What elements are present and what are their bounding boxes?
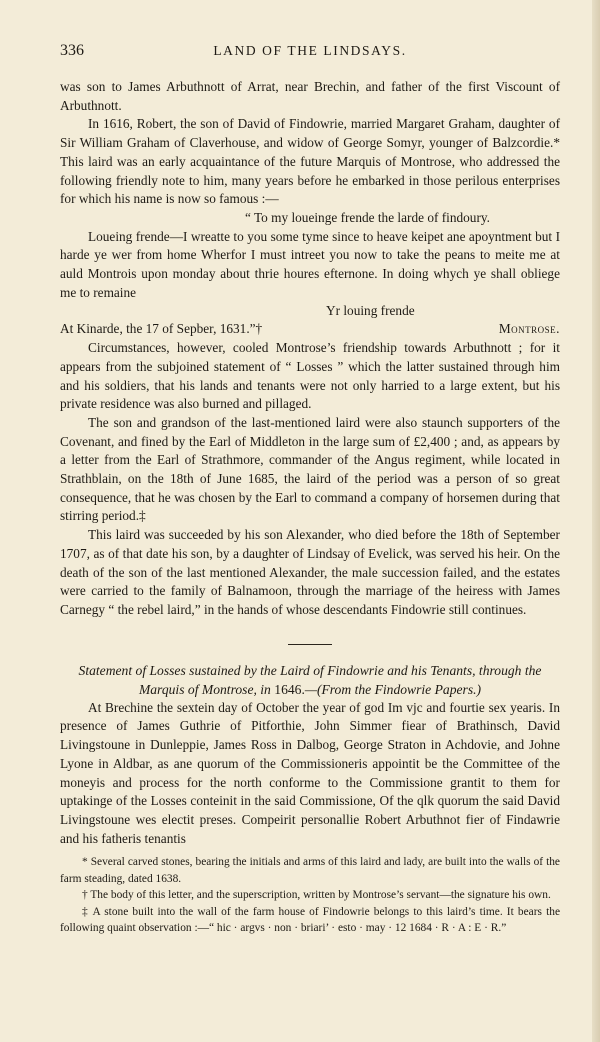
running-head: LAND OF THE LINDSAYS. xyxy=(213,43,407,58)
paragraph-circumstances: Circumstances, however, cooled Montrose’s friendship towards Arbuthnott ; for it appears from the subjoined statement of “ Losses ” which the latter sustained through him and his soldiers, that his lands and tenants were not only harried to a large extent, but his private residence was also burned and pillaged. xyxy=(60,340,560,412)
letter-place-date: At Kinarde, the 17 of Sepber, 1631.”† xyxy=(60,321,263,337)
letter-body: Loueing frende—I wreatte to you some tyme since to heave keipet ane apoyntment but I harde ye wer from home Wherfor I must intreet you now to take the peans to meite me at auld Montrois upon monday about thrie houres efternone. In doing whych ye shall obliege me to remaine xyxy=(60,228,560,300)
page-edge xyxy=(592,0,600,1042)
footnote-1: * Several carved stones, bearing the initials and arms of this laird and lady, are built into the walls of the farm steading, dated 1638. xyxy=(60,856,560,885)
letter-signature: Montrose. xyxy=(498,321,560,337)
footnote-2: † The body of this letter, and the superscription, written by Montrose’s servant—the signature his own. xyxy=(82,889,551,902)
letter-closing: Yr louing frende xyxy=(326,303,415,319)
statement-title-text: Statement of Losses sustained by the Laird of Findowrie and his Tenants, through the Marquis of Montrose, in xyxy=(78,662,542,697)
statement-text: At Brechine the sextein day of October the year of god Im vjc and fourtie sex yearis. In presence of James Guthrie of Pitforthie, John Simmer fiear of Brathinsch, David Livingstoune in Dunleppie, James Ross in Dalbog, George Straton in Achdovie, and Johne Lyone in Aldbar, as ane quorum of the Commissioneris appointit be the Committee of the moneyis and process for the north conforme to the Commissione grantit to them for uptakinge of the Losses conteinit in the said Commissione, Of the qlk quorum the said David Livingstoune wes electit preses. Compeirit personallie Robert Arbuthnot fier of Findawrie and his fatheris tenantis xyxy=(60,699,560,846)
footnote-3: ‡ A stone built into the wall of the farm house of Findowrie belongs to this laird’s time. It bears the following quaint observation :—“ hic · argvs · non · briari’ · esto · may · 12 1684 · R · A : E · R.” xyxy=(60,905,560,935)
paragraph-robert-1616: In 1616, Robert, the son of David of Findowrie, married Margaret Graham, daughter of Sir William Graham of Claverhouse, and widow of George Somyr, younger of Balzcordie.* This laird was an early acquaintance of the future Marquis of Montrose, who addressed the following friendly note to him, many years before he embarked in those perilous enterprises for which his name is now so famous :— xyxy=(60,116,560,207)
section-divider xyxy=(288,644,332,645)
paragraph-arbuthnott: was son to James Arbuthnott of Arrat, near Brechin, and father of the first Viscount of Arbuthnott. xyxy=(60,79,560,113)
statement-title-year: 1646. xyxy=(274,681,305,697)
page-header xyxy=(60,42,560,66)
statement-title xyxy=(60,661,560,699)
footnotes xyxy=(60,854,560,937)
letter-signature-line xyxy=(60,320,560,339)
paragraph-covenant: The son and grandson of the last-mentioned laird were also staunch supporters of the Covenant, and fined by the Earl of Middleton in the large sum of £2,400 ; and, as appears by a letter from the Earl of Strathmore, commander of the Angus regiment, while located in Strathblain, on the 18th of June 1685, the laird of the period was a person of so great consequence, that he was chosen by the Earl to command a company of horsemen during that stirring period.‡ xyxy=(60,414,560,524)
letter-address: “ To my loueinge frende the larde of findoury. xyxy=(245,209,490,225)
page-number: 336 xyxy=(60,42,84,59)
statement-title-source: —(From the Findowrie Papers.) xyxy=(304,681,482,697)
book-page xyxy=(60,42,560,937)
paragraph-succession: This laird was succeeded by his son Alexander, who died before the 18th of September 1707, as of that date his son, by a daughter of Lindsay of Evelick, was served his heir. On the death of the son of the last mentioned Alexander, the male succession failed, and the estates were carried to the family of Balnamoon, through the marriage of the heiress with James Carnegy “ the rebel laird,” in the hands of whose descendants Findowrie still continues. xyxy=(60,527,560,617)
